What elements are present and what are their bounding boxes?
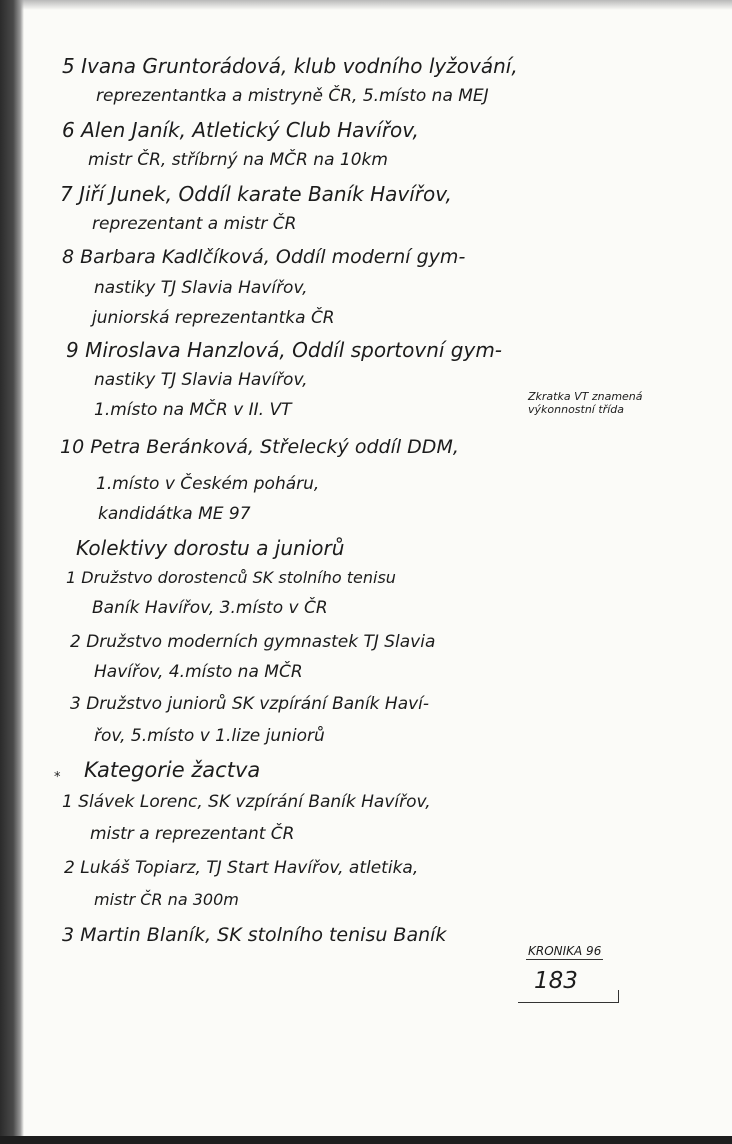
text-line: 2 Lukáš Topiarz, TJ Start Havířov, atletika,: [64, 858, 419, 878]
text-line: 5 Ivana Gruntorádová, klub vodního lyžování,: [62, 54, 518, 78]
text-line: mistr ČR na 300m: [94, 890, 239, 909]
text-line: reprezentant a mistr ČR: [92, 214, 297, 234]
chronicle-label: KRONIKA 96: [528, 944, 602, 958]
text-line: 1 Slávek Lorenc, SK vzpírání Baník Havířov,: [62, 792, 431, 812]
text-line: 1.místo v Českém poháru,: [96, 474, 320, 494]
text-line: mistr ČR, stříbrný na MČR na 10km: [88, 150, 388, 170]
text-line: juniorská reprezentantka ČR: [92, 308, 335, 328]
text-line: řov, 5.místo v 1.lize juniorů: [94, 726, 325, 746]
margin-note-line: Zkratka VT znamená: [528, 390, 643, 403]
text-line: 8 Barbara Kadlčíková, Oddíl moderní gym-: [62, 246, 466, 268]
bullet-mark: *: [54, 770, 61, 785]
text-line: Baník Havířov, 3.místo v ČR: [92, 598, 328, 618]
text-line: 3 Družstvo juniorů SK vzpírání Baník Haví-: [70, 694, 430, 714]
margin-note-line: výkonnostní třída: [528, 403, 624, 416]
text-line: 1.místo na MČR v II. VT: [94, 400, 292, 420]
text-line: mistr a reprezentant ČR: [90, 824, 295, 844]
margin-note: [528, 390, 643, 416]
text-line: 9 Miroslava Hanzlová, Oddíl sportovní gym-: [66, 338, 503, 362]
text-line: 2 Družstvo moderních gymnastek TJ Slavia: [70, 632, 436, 652]
section-heading: Kolektivy dorostu a juniorů: [76, 536, 345, 560]
text-line: nastiky TJ Slavia Havířov,: [94, 278, 308, 298]
page-top-shadow: [0, 0, 732, 10]
text-line: 10 Petra Beránková, Střelecký oddíl DDM,: [60, 436, 459, 458]
page-number-underline: [518, 1002, 618, 1003]
page-number: 183: [534, 968, 578, 994]
text-line: 7 Jiří Junek, Oddíl karate Baník Havířov,: [60, 182, 452, 206]
text-line: reprezentantka a mistryně ČR, 5.místo na MEJ: [96, 86, 489, 106]
section-heading: Kategorie žactva: [84, 758, 261, 782]
text-line: 3 Martin Blaník, SK stolního tenisu Baník: [62, 924, 447, 946]
text-line: kandidátka ME 97: [98, 504, 251, 524]
text-line: Havířov, 4.místo na MČR: [94, 662, 303, 682]
text-line: nastiky TJ Slavia Havířov,: [94, 370, 308, 390]
scan-bottom-edge: [0, 1136, 732, 1144]
book-spine-shadow: [0, 0, 24, 1144]
text-line: 6 Alen Janík, Atletický Club Havířov,: [62, 118, 419, 142]
page-number-tick: [618, 990, 619, 1003]
text-line: 1 Družstvo dorostenců SK stolního tenisu: [66, 568, 396, 587]
